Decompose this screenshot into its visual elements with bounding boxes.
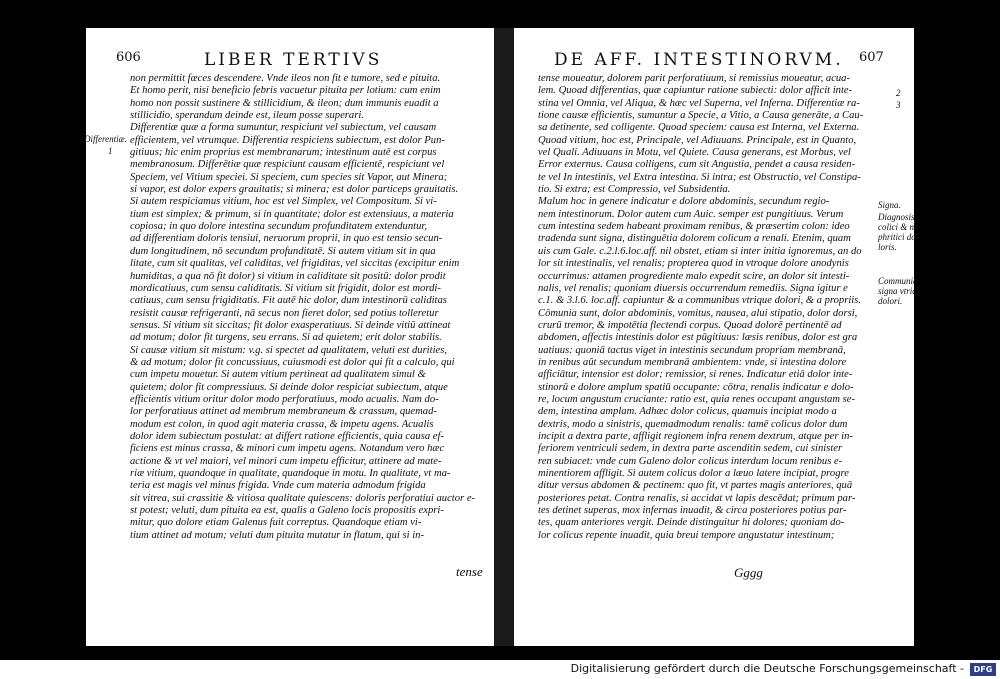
catchword: tense — [456, 564, 483, 579]
right-line: ren subiacet: vnde cum Galeno dolor colicus interdum locum renibus e- — [538, 455, 843, 467]
margin-note-line: loris. — [878, 242, 897, 252]
right-line: te vel In intestinis, vel Extra intestina. Si intra; est Obstructio, vel Constipa- — [538, 171, 861, 183]
left-line: Si autem respiciamus vitium, hoc est vel Simplex, vel Compositum. Si vi- — [130, 196, 437, 208]
left-line: Speciem, vel Vitium speciei. Si speciem, cum species sit Vapor, aut Minera; — [130, 171, 448, 183]
right-line: feriorem ventriculi sedem, in dextra parte ascenditin sedem, cui sinister — [538, 443, 843, 455]
right-page-number: 607 — [859, 50, 884, 65]
left-line: dolor idem subiectum postulat: at differt ratione efficientis, quia causa ef- — [130, 430, 444, 442]
right-line: nalis, vel renalis; quoniam diuersis occurrendum remediis. Signa igitur e — [538, 282, 848, 294]
margin-note-line: signa vtriq; — [878, 286, 920, 296]
right-line: crurū tremor, & impotētia flectendi corpus. Quoad dolorē pertinentē ad — [538, 319, 842, 331]
right-line: lor sit intestinalis, vel renalis; propterea quod in vtroque dolore anodynis — [538, 258, 849, 270]
left-line: teria est magis vel minus frigida. Vnde cum materia admodum frigida — [130, 480, 426, 492]
left-page — [86, 28, 494, 646]
left-line: copiosa; in quo dolore intestina secundum profunditatem extenduntur, — [130, 221, 427, 233]
right-line: occurrimus: attamen progrediente malo expedit scire, an dolor sit intesti- — [538, 270, 850, 282]
right-line: tes, quam anteriores vergit. Deinde distinguitur hi dolores; quoniam do- — [538, 517, 845, 529]
left-line: cum impetu mouetur. Si autem vitium pertineat ad qualitatem simul & — [130, 369, 426, 381]
right-line: vel Quali. Adiuuans in Motu, vel Quiete. Causa generans, est Morbus, vel — [538, 147, 851, 159]
right-line: Quoad vitium, hoc est, Principale, vel Adiuuans. Principale, est in Quanto, — [538, 134, 857, 146]
left-line: si vapor, est dolor expers grauitatis; si minera; est dolor particeps grauitatis. — [130, 184, 459, 196]
right-line: stinorū e dolore amplum spatiū occupante: cōtra, renalis indicatur e dolo- — [538, 381, 854, 393]
right-line: lem. Quoad differentias, quæ capiuntur ratione subiecti: dolor afficit inte- — [538, 85, 853, 97]
right-line: dextris, modo a sinistris, quemadmodum renalis: tamē colicus dolor dum — [538, 418, 848, 430]
margin-note-diagnosis — [878, 212, 921, 252]
right-line: ditur versus abdomen & pectinem: quo fit, vt partes magis anteriores, quā — [538, 480, 853, 492]
right-line: minentiorem affligit. Si autem colicus dolor a læuo latere incipiat, progre — [538, 468, 849, 479]
right-page — [514, 28, 921, 646]
left-line: litate, cum sit qualitas, vel caliditas, vel frigiditas, vel siccitas (excipitur enim — [130, 258, 460, 270]
left-line: ficiens est minus crassa, & minori cum impetu agens. Notandum vero hæc — [130, 443, 445, 455]
left-line: non permittit fæces descendere. Vnde ileos non fit e tumore, sed e pituita. — [130, 73, 441, 84]
right-line: tradenda sunt signa, distinguētia dolorem colicum a renali. Etenim, quam — [538, 233, 851, 245]
margin-note-line: phritici do- — [878, 232, 919, 242]
right-line: Cōmunia sunt, dolor abdominis, vomitus, nausea, alui stipatio, dolor dorsi, — [538, 307, 858, 319]
left-line: dum longitudinem, nō secundum profunditatē. Si autem vitium sit in qua — [130, 245, 436, 257]
right-line: in renibus aūt secundum membranā ambientem: vnde, si intestina dolore — [538, 356, 847, 368]
right-line: uatiuus: quoniā tactus viget in intestinis secundum propriam membranā, — [538, 344, 846, 356]
right-line: tense moueatur, dolorem parit perforatiuum, si remissius moueatur, acua- — [538, 73, 851, 84]
left-line: catiuus, cum sensu frigiditatis. Fit autē hic dolor, dum intestinorū caliditas — [130, 295, 447, 307]
right-line: abdomen, affectis intestinis dolor est pūgitiuus: læsis renibus, dolor est gra — [538, 332, 858, 344]
footer-credit: Digitalisierung gefördert durch die Deutsche Forschungsgemeinschaft - — [570, 662, 964, 675]
margin-note-line: Communia — [878, 276, 918, 286]
left-line: Si causæ vitium sit mistum: v.g. si spectet ad qualitatem, veluti est durities, — [130, 344, 447, 356]
left-line: tium attinet ad motum; veluti dum pituita mutatur in flatum, qui si in- — [130, 529, 424, 541]
margin-note-communia — [878, 276, 920, 306]
right-line: sa detinente, sed colligente. Quoad speciem: causa est Interna, vel Externa. — [538, 122, 860, 134]
right-line: afficiātur, intensior est dolor; remissior, si renes. Indicatur etiā dolor inte- — [538, 369, 853, 381]
right-line: lor colicus repente inuadit, quia breui tempore angustatur intestinum; — [538, 529, 835, 541]
right-line: posteriores petat. Contra renalis, si accidat vt lapis descēdat; primum par- — [538, 492, 856, 504]
right-line: re, locum angustum cruciante: ratio est, quia renes occupant angustam se- — [538, 393, 855, 405]
right-line: Error externus. Causa colligens, cum sit Angustia, pendet a causa residen- — [538, 159, 856, 171]
left-page-number: 606 — [116, 50, 141, 65]
left-line: efficientis vitium oritur dolor modo perforatiuus, modo acualis. Nam do- — [130, 393, 439, 405]
margin-note-line: Diagnosis — [878, 212, 915, 222]
left-line: modum est colon, in quod agit materia crassa, & impetu agens. Acualis — [130, 418, 434, 430]
left-line: riæ vitium, quandoque in qualitate, quandoque in motu. In qualitate, vt ma- — [130, 468, 451, 479]
right-line: tio. Si extra; est Compressio, vel Subsidentia. — [538, 184, 731, 196]
margin-note-differentiae: Differentiæ. — [84, 134, 127, 144]
right-line: tes detinet superas, mox infernas inuadit, & circa posteriores potius par- — [538, 505, 847, 517]
left-line: stillicidio, sperandum deinde est, ileum posse superari. — [130, 110, 364, 122]
right-running-title: DE AFF. INTESTINORVM. — [554, 50, 844, 70]
left-line: actione & vt vel maiori, vel minori cum impetu efficitur, attinere ad mate- — [130, 455, 442, 467]
right-line: stina vel Omnia, vel Aliqua, & hæc vel Superna, vel Inferna. Differentiæ ra- — [538, 97, 860, 109]
left-line: Differentiæ quæ a forma sumuntur, respiciunt vel subiectum, vel causam — [130, 122, 437, 134]
left-line: sensus. Si vitium sit siccitas; fit dolor exasperatiuus. Si deinde vitiū attineat — [130, 319, 451, 331]
left-line: efficientem, vel vtrumque. Differentia respiciens subiectum, est dolor Pun- — [130, 134, 445, 146]
dfg-logo: DFG — [970, 663, 996, 676]
margin-note-line: colici & ne- — [878, 222, 921, 232]
left-running-title: LIBER TERTIVS — [204, 50, 383, 70]
left-line: membranosum. Differētiæ quæ respiciunt causam efficientē, respiciunt vel — [130, 159, 445, 171]
right-line: cum intestina sedem habeant proximam renibus, & præsertim colon: ideo — [538, 221, 850, 233]
left-line: gitiuus; hic enim proprius est membranarum; intestinum autē est corpus — [130, 147, 437, 159]
footer-bar — [0, 660, 1000, 679]
left-line: ad motum; dolor fit turgens, seu errans. Si ad quietem; erit dolor stabilis. — [130, 332, 442, 344]
left-line: homo non possit sustinere & stillicidium, & ileon; dum immunis euadit a — [130, 97, 439, 109]
left-line: mordicatiuus, cum sensu caliditatis. Si vitium sit frigidit, dolor est mordi- — [130, 282, 441, 294]
right-line: dem, intestina amplam. Adhæc dolor colicus, quamuis incipiat modo a — [538, 406, 837, 418]
left-line: lor perforatiuus attinet ad membrum membraneum & crassum, quemad- — [130, 406, 437, 418]
left-line: st potest; veluti, dum pituita ea est, qualis a Galeno locis propositis expri- — [130, 505, 444, 517]
left-line: sit vitrea, sui crassitie & vitiosa qualitate quiescens: doloris perforatiui auctor e- — [130, 492, 476, 504]
left-line: ad differentiam doloris tensiui, neruorum proprii, in quo est tensio secun- — [130, 233, 443, 245]
left-body-text — [130, 73, 475, 542]
right-line: incipit a dextra parte, affligit regionem infra renem dextrum, atque per in- — [538, 430, 853, 442]
right-line: nem intestinorum. Dolor autem cum Auic. semper est pungitiuus. Verum — [538, 208, 844, 220]
margin-note-2: 2 — [896, 88, 901, 98]
margin-note-1: 1 — [108, 146, 113, 156]
left-line: & ad motum; dolor fit concussiuus, cuiusmodi est dolor qui fit a calculo, qui — [130, 356, 455, 368]
book-gutter — [494, 28, 514, 646]
right-body-text — [538, 73, 863, 542]
left-line: Et homo perit, nisi beneficio febris vacuetur pituita per lotium: cum enim — [130, 85, 441, 97]
left-line: quietem; dolor fit compressiuus. Si deinde dolor respiciat subiectum, atque — [130, 381, 448, 393]
right-line: c.1. & 3.l.6. loc.aff. capiuntur & a communibus vtrique dolori, & a propriis. — [538, 295, 862, 307]
margin-note-3: 3 — [896, 100, 901, 110]
left-line: humiditas, a qua nō fit dolor) si vitium in caliditate sit positū: dolor prodit — [130, 270, 446, 282]
left-line: mitur, quo dolore etiam Galenus fuit correptus. Quandoque etiam vi- — [130, 517, 422, 529]
right-line: tione causæ efficientis, sumuntur a Specie, a Vitio, a Causa generāte, a Cau- — [538, 110, 864, 122]
margin-note-signa: Signa. — [878, 200, 901, 210]
right-line: Malum hoc in genere indicatur e dolore abdominis, secundum regio- — [538, 196, 830, 208]
left-line: tium est simplex; & primum, si in quantitate; dolor est extensiuus, a materia — [130, 208, 454, 220]
right-line: uis cum Gale. c.2.l.6.loc.aff. nil obstet, etiam si inter initia ignoremus, an do — [538, 245, 862, 257]
signature-mark: Gggg — [734, 565, 763, 580]
margin-note-line: dolori. — [878, 296, 903, 306]
left-line: resistit causæ refrigeranti, nā secus non fieret dolor, sed potius tolleretur — [130, 307, 439, 319]
